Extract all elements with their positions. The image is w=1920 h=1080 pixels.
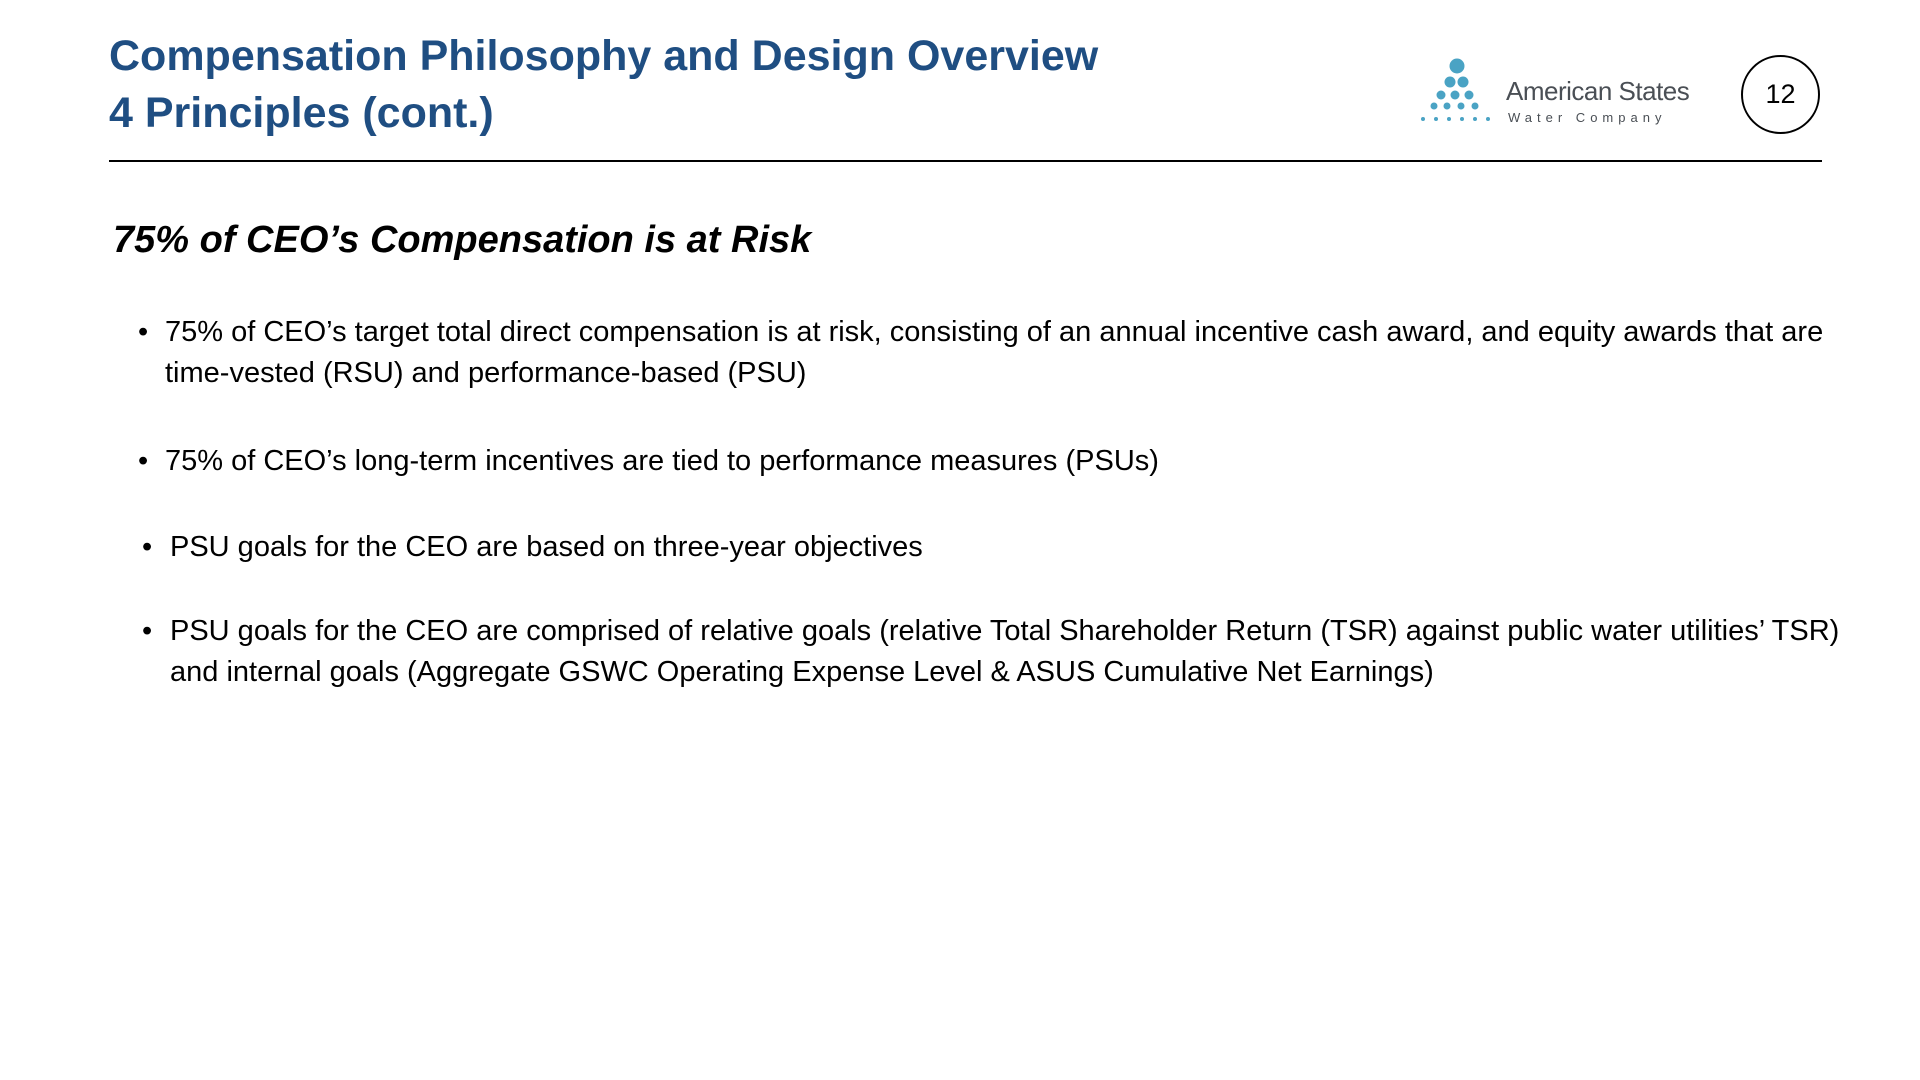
bullet-text: PSU goals for the CEO are comprised of relative goals (relative Total Shareholder Return (TSR) against public water utilities’ TSR) and internal goals (Aggregate GSWC Operating Expense Level & ASUS Cumulative Net Earnings): [170, 615, 1840, 688]
bullet-item: [138, 312, 1838, 394]
bullet-text: PSU goals for the CEO are based on three-year objectives: [170, 531, 923, 563]
water-droplet-pyramid-icon: [1418, 58, 1502, 128]
bullet-item: [142, 527, 1842, 568]
header-divider: [109, 160, 1822, 162]
bullet-dot: •: [138, 316, 149, 348]
section-heading: 75% of CEO’s Compensation is at Risk: [113, 219, 812, 261]
company-logo: [1418, 58, 1718, 128]
bullet-dot: •: [142, 615, 153, 647]
logo-company-subtitle: Water Company: [1508, 110, 1667, 125]
bullet-text: 75% of CEO’s target total direct compensation is at risk, consisting of an annual incentive cash award, and equity awards that are time-vested (RSU) and performance-based (PSU): [165, 316, 1824, 389]
slide-title: [109, 28, 1098, 142]
bullet-item: [142, 611, 1872, 693]
bullet-dot: •: [138, 445, 149, 477]
logo-company-name: American States: [1506, 76, 1690, 106]
slide-title-line-2: 4 Principles (cont.): [109, 89, 494, 137]
bullet-text: 75% of CEO’s long-term incentives are tied to performance measures (PSUs): [165, 445, 1159, 477]
page-number: 12: [1765, 79, 1796, 109]
page-number-badge: [1741, 55, 1820, 134]
slide-title-line-1: Compensation Philosophy and Design Overview: [109, 32, 1099, 80]
bullet-item: [138, 441, 1838, 482]
bullet-dot: •: [142, 531, 153, 563]
